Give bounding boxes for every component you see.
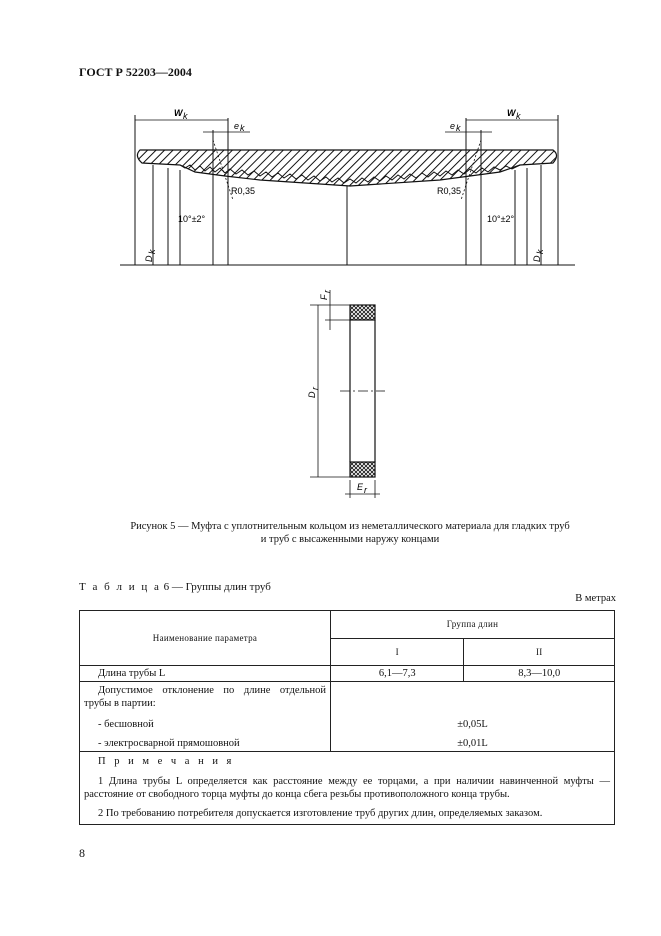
length-group-i: 6,1—7,3 <box>331 666 464 682</box>
notes-row <box>80 752 615 825</box>
length-label: Длина трубы L <box>80 666 331 682</box>
wk-label-right: W <box>507 108 516 118</box>
table-row <box>80 712 615 736</box>
group-col-ii: II <box>464 638 615 666</box>
fr-sub: r <box>322 290 332 293</box>
coupling-section <box>137 150 556 186</box>
figure-caption-line1: Рисунок 5 — Муфта с уплотнительным кольцом из неметаллического материала для гладких труб <box>130 521 570 532</box>
table-title-prefix: Т а б л и ц а <box>79 581 161 593</box>
table-row <box>80 736 615 752</box>
document-header: ГОСТ Р 52203—2004 <box>79 65 192 79</box>
dk-sub-right: k <box>535 249 545 254</box>
seamless-value: ±0,05L <box>331 712 615 736</box>
er-label: E <box>357 482 364 492</box>
table-title-rest: 6 — Группы длин труб <box>160 581 271 593</box>
param-header: Наименование параметра <box>80 611 331 666</box>
ek-label-left: e <box>234 121 240 131</box>
deviation-label: Допустимое отклонение по длине отдельной трубы в партии: <box>80 682 331 713</box>
seal-ring-section <box>307 289 385 498</box>
ek-sub-right: k <box>456 123 461 133</box>
table-row <box>80 666 615 682</box>
table-row <box>80 682 615 713</box>
wk-label-left: W <box>174 108 183 118</box>
table-units: В метрах <box>575 593 616 604</box>
group-header: Группа длин <box>331 611 615 639</box>
ek-label-right: e <box>450 121 456 131</box>
vertical-lines <box>120 115 575 265</box>
length-groups-table <box>79 610 615 825</box>
dr-label: D <box>307 391 317 398</box>
wk-sub-left: k <box>183 111 188 121</box>
wk-sub-right: k <box>516 111 521 121</box>
table-title <box>79 581 271 593</box>
r-label-right: R0,35 <box>437 186 462 196</box>
group-col-i: I <box>331 638 464 666</box>
seamless-label: - бесшовной <box>80 712 331 736</box>
dk-label-right: D <box>532 255 542 262</box>
deviation-empty <box>331 682 615 713</box>
notes-cell <box>80 752 615 825</box>
figure-caption-line2: и труб с высаженными наружу концами <box>260 534 440 545</box>
fr-label: F <box>319 294 329 300</box>
dk-sub-left: k <box>147 249 157 254</box>
welded-label: - электросварной прямошовной <box>80 736 331 752</box>
length-group-ii: 8,3—10,0 <box>464 666 615 682</box>
r-label-left: R0,35 <box>231 186 256 196</box>
er-sub: r <box>364 485 367 495</box>
dr-sub: r <box>310 387 320 390</box>
page-number: 8 <box>79 846 85 860</box>
welded-value: ±0,01L <box>331 736 615 752</box>
note-2: 2 По требованию потребителя допускается изготовление труб других длин, определяемых заказом. <box>98 808 543 819</box>
note-1: 1 Длина трубы L определяется как расстояние между ее торцами, а при наличии навинченной муфты — расстояние от свободного торца муфты до конца сбега резьбы противоположного конца трубы. <box>84 776 610 800</box>
angle-label-left: 10°±2° <box>178 214 206 224</box>
dk-label-left: D <box>144 255 154 262</box>
notes-header: П р и м е ч а н и я <box>98 756 235 767</box>
table-header-row <box>80 611 615 639</box>
angle-label-right: 10°±2° <box>487 214 515 224</box>
ek-sub-left: k <box>240 123 245 133</box>
